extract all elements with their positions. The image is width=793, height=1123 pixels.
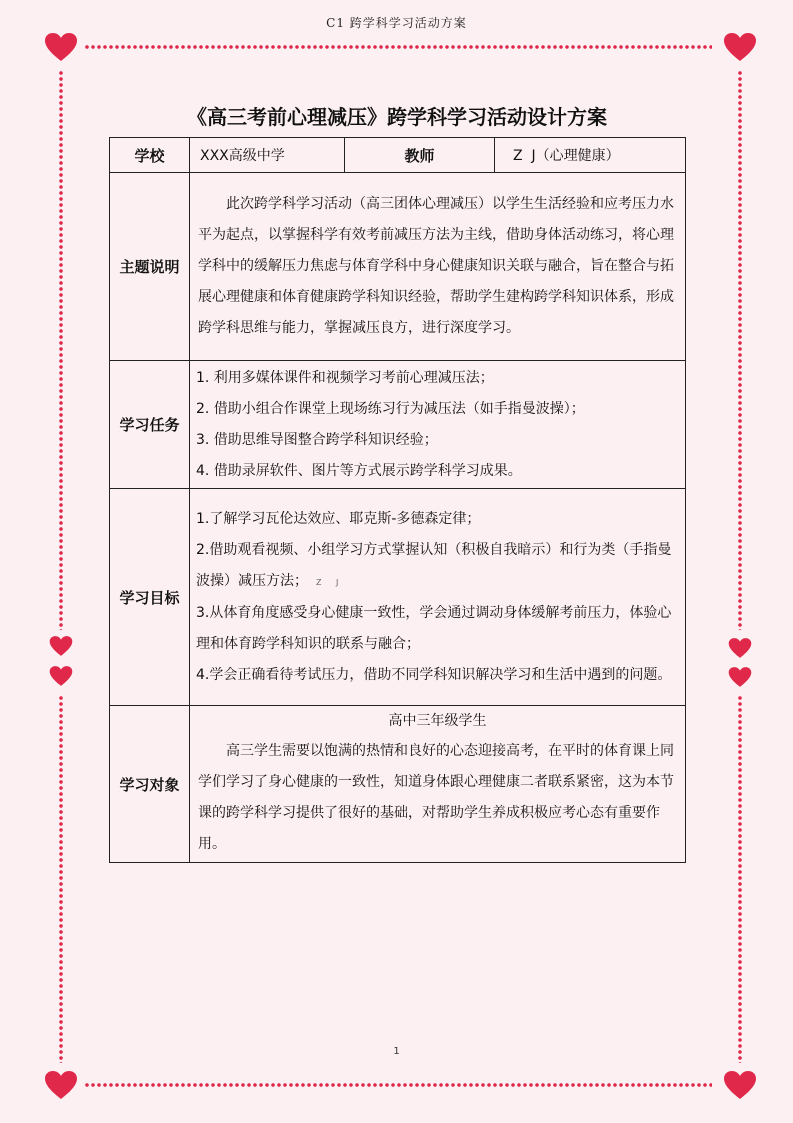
heart-icon	[728, 666, 752, 688]
header-title: C1 跨学科学习活动方案	[326, 16, 467, 30]
list-item: 1. 利用多媒体课件和视频学习考前心理减压法；	[196, 369, 494, 386]
theme-text: 此次跨学科学习活动（高三团体心理减压）以学生生活经验和应考压力水平为起点，以掌握科学有效考前减压方法为主线，借助身体活动练习，将心理学科中的缓解压力焦虑与体育学科中身心健康知识关联与融合，旨在整合与拓展心理健康和体育健康跨学科知识经验，帮助学生建构跨学科知识体系，形成跨学科思维与能力，掌握减压良方，进行深度学习。	[198, 196, 674, 336]
dotted-border-left	[58, 695, 64, 1063]
audience-text: 高三学生需要以饱满的热情和良好的心态迎接高考，在平时的体育课上同学们学习了身心健康的一致性，知道身体跟心理健康二者联系紧密，这为本节课的跨学科学习提供了很好的基础，对帮助学生养成积极应考心态有重要作用。	[198, 743, 674, 852]
heart-icon	[728, 637, 752, 659]
list-item: 3. 借助思维导图整合跨学科知识经验；	[196, 431, 438, 448]
task-label: 学习任务	[110, 361, 190, 489]
heart-icon	[49, 635, 73, 657]
heart-icon	[44, 32, 78, 62]
table-row	[110, 361, 686, 489]
list-item: 4.学会正确看待考试压力，借助不同学科知识解决学习和生活中遇到的问题。	[196, 666, 672, 683]
goal-cell	[190, 489, 686, 706]
audience-label: 学习对象	[110, 706, 190, 863]
table-row	[110, 173, 686, 361]
table-row	[110, 489, 686, 706]
dotted-border-right	[737, 70, 743, 630]
list-item: 4. 借助录屏软件、图片等方式展示跨学科学习成果。	[196, 462, 522, 479]
task-cell	[190, 361, 686, 489]
audience-title: 高中三年级学生	[388, 713, 487, 729]
dotted-border-bottom	[84, 1082, 712, 1088]
theme-cell	[190, 173, 686, 361]
goal-note: Z J	[316, 577, 345, 587]
table-row	[110, 706, 686, 863]
dotted-border-left	[58, 70, 64, 630]
school-label: 学校	[110, 138, 190, 173]
list-item: 1.了解学习瓦伦达效应、耶克斯-多德森定律；	[196, 510, 481, 527]
teacher-label: 教师	[345, 138, 495, 173]
dotted-border-right	[737, 695, 743, 1063]
heart-icon	[49, 665, 73, 687]
teacher-value: Z J（心理健康）	[495, 138, 686, 173]
audience-cell	[190, 706, 686, 863]
theme-label: 主题说明	[110, 173, 190, 361]
heart-icon	[44, 1070, 78, 1100]
document-title: 《高三考前心理减压》跨学科学习活动设计方案	[187, 105, 607, 129]
list-item: 3.从体育角度感受身心健康一致性，学会通过调动身体缓解考前压力，体验心理和体育跨学科知识的联系与融合；	[196, 604, 672, 652]
school-value: XXX高级中学	[190, 138, 345, 173]
list-item: 2. 借助小组合作课堂上现场练习行为减压法（如手指曼波操）；	[196, 400, 585, 417]
heart-icon	[723, 1070, 757, 1100]
dotted-border-top	[84, 44, 712, 50]
goal-label: 学习目标	[110, 489, 190, 706]
list-item	[190, 535, 685, 598]
goal-text: 2.借助观看视频、小组学习方式掌握认知（积极自我暗示）和行为类（手指曼波操）减压方法；	[196, 541, 672, 589]
page-number: 1	[393, 1046, 400, 1057]
plan-table	[109, 137, 686, 863]
table-row	[110, 138, 686, 173]
heart-icon	[723, 32, 757, 62]
